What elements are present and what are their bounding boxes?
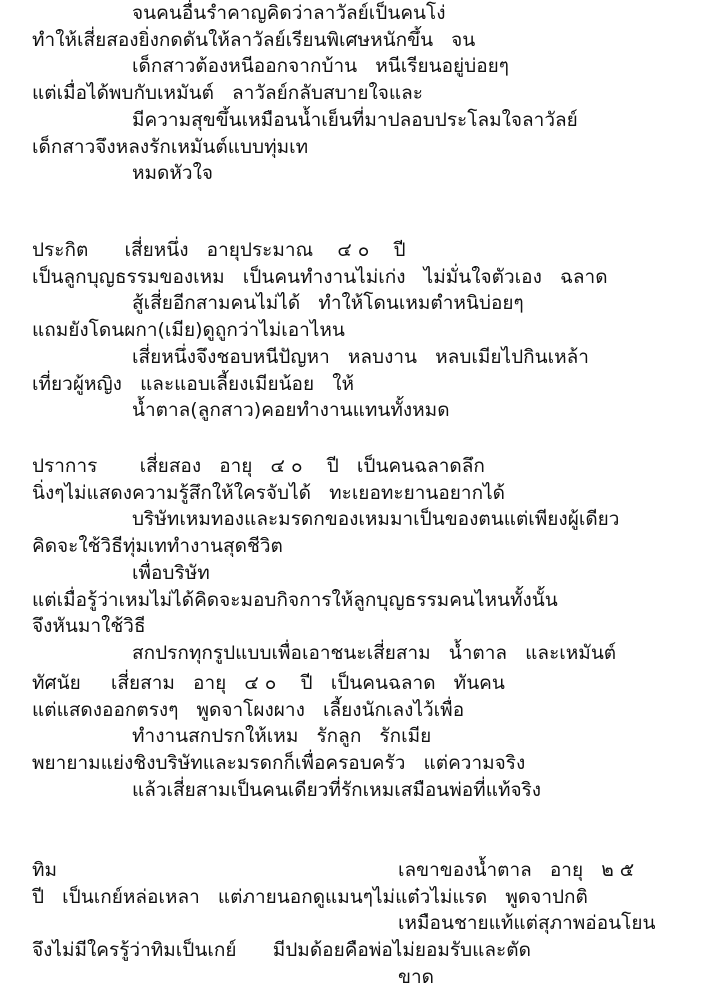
text-line: พยายามแย่งชิงบริษัทและมรดกก็เพื่อครอบครัว แต่ความจริง [32,752,526,775]
text-line: ปี เป็นเกย์หล่อเหลา แต่ภายนอกดูแมนๆไม่แต๋วไม่แรด พูดจาปกติ [32,885,588,908]
text-line: เพื่อบริษัท [132,561,210,584]
text-line: สกปรกทุกรูปแบบเพื่อเอาชนะเสี่ยสาม น้ำตาล และเหมันต์ [132,641,617,664]
text-line: ทำงานสกปรกให้เหม รักลูก รักเมีย [132,725,432,748]
text-line: เสี่ยหนึ่งจึงชอบหนีปัญหา หลบงาน หลบเมียไปกินเหล้า [132,345,589,368]
text-line: ทัศนัย เสี่ยสาม อายุ ๔ ๐ ปี เป็นคนฉลาด ทันคน [32,672,505,694]
text-line: เหมือนชายแท้แต่สุภาพอ่อนโยน [398,912,656,935]
text-line: เที่ยวผู้หญิง และแอบเลี้ยงเมียน้อย ให้ [32,372,355,395]
text-line: ขาด [398,965,434,988]
text-line: หมดหัวใจ [132,162,213,185]
text-line: จึงไม่มีใครรู้ว่าทิมเป็นเกย์ มีปมด้อยคือพ่อไม่ยอมรับและตัด [32,939,531,962]
text-line: เลขาของน้ำตาล อายุ ๒ ๕ [398,859,635,881]
text-line: ทิม [32,859,58,881]
text-line: ปราการ เสี่ยสอง อายุ ๔ ๐ ปี เป็นคนฉลาดลึก [32,455,485,477]
text-line: ประกิต เสี่ยหนึ่ง อายุประมาณ ๔ ๐ ปี [32,239,406,261]
text-line: เด็กสาวต้องหนีออกจากบ้าน หนีเรียนอยู่บ่อยๆ [132,55,509,78]
text-line: น้ำตาล(ลูกสาว)คอยทำงานแทนทั้งหมด [132,399,450,422]
text-line: แถมยังโดนผกา(เมีย)ดูถูกว่าไม่เอาไหน [32,319,345,342]
text-line: นิ่งๆไม่แสดงความรู้สึกให้ใครจับได้ ทะเยอทะยานอยากได้ [32,481,505,504]
text-line: คิดจะใช้วิธีทุ่มเททำงานสุดชีวิต [32,535,283,558]
text-line: แต่แสดงออกตรงๆ พูดจาโผงผาง เลี้ยงนักเลงไว้เพื่อ [32,698,465,721]
text-line: สู้เสี่ยอีกสามคนไม่ได้ ทำให้โดนเหมตำหนิบ่อยๆ [132,292,524,315]
text-line: จนคนอื่นรำคาญคิดว่าลาวัลย์เป็นคนโง่ [132,2,446,24]
text-line: เด็กสาวจึงหลงรักเหมันต์แบบทุ่มเท [32,135,309,158]
text-line: บริษัทเหมทองและมรดกของเหมมาเป็นของตนแต่เพียงผู้เดียว [132,508,620,531]
text-line: ทำให้เสี่ยสองยิ่งกดดันให้ลาวัลย์เรียนพิเศษหนักขึ้น จน [32,28,476,51]
text-line: เป็นลูกบุญธรรมของเหม เป็นคนทำงานไม่เก่ง ไม่มั่นใจตัวเอง ฉลาด [32,265,608,288]
text-line: มีความสุขขึ้นเหมือนน้ำเย็นที่มาปลอบประโลมใจลาวัลย์ [132,108,578,131]
text-line: แล้วเสี่ยสามเป็นคนเดียวที่รักเหมเสมือนพ่อที่แท้จริง [132,778,542,801]
text-line: จึงหันมาใช้วิธี [32,615,146,638]
text-line: แต่เมื่อได้พบกับเหมันต์ ลาวัลย์กลับสบายใจและ [32,82,423,105]
text-line: แต่เมื่อรู้ว่าเหมไม่ได้คิดจะมอบกิจการให้ลูกบุญธรรมคนไหนทั้งนั้น [32,588,558,611]
